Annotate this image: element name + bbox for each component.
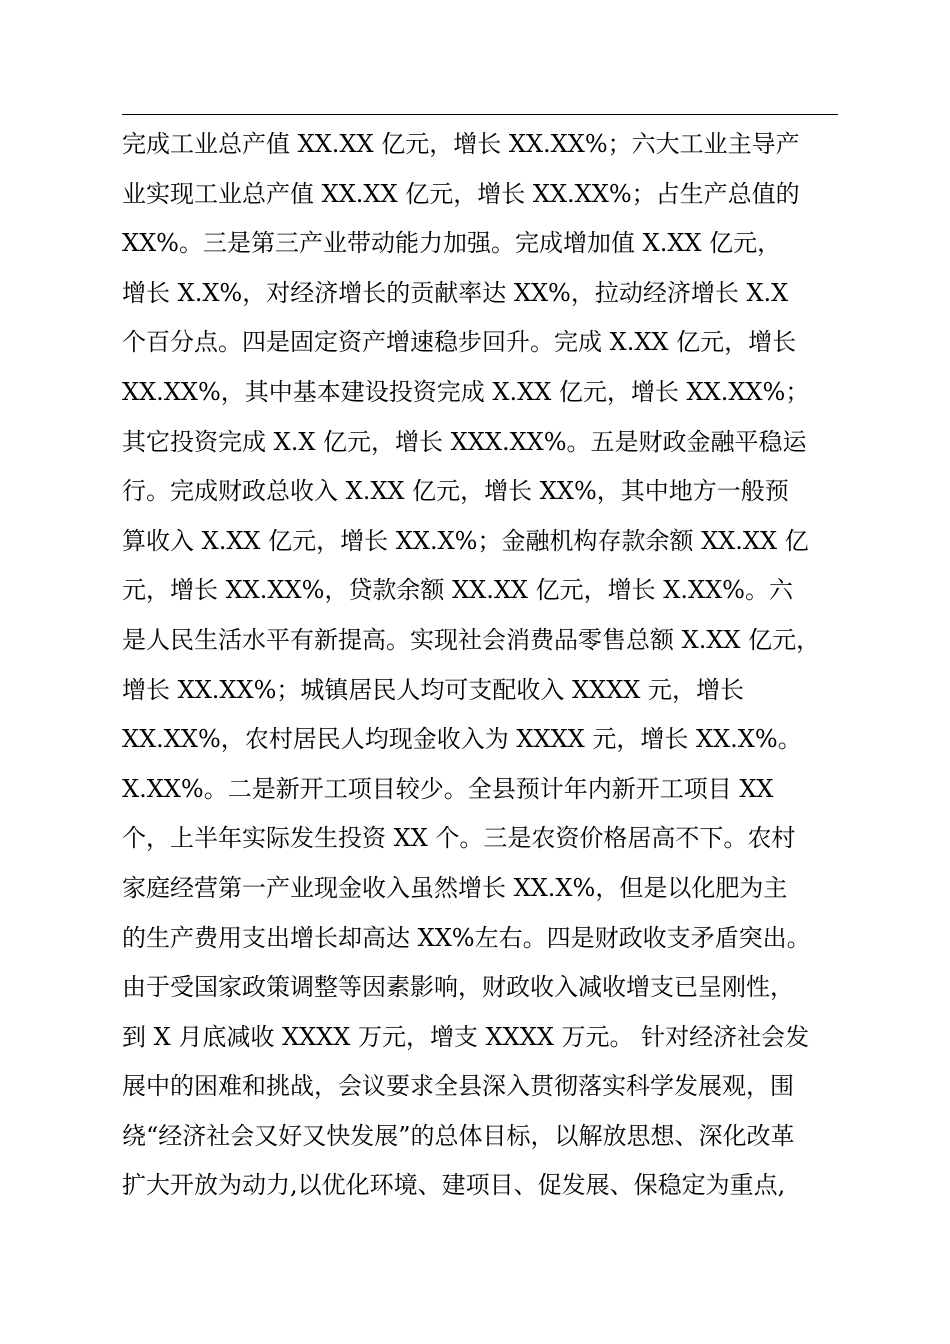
text-line: 算收入 X.XX 亿元，增长 XX.X%；金融机构存款余额 XX.XX 亿 [122,526,809,555]
text-line: X.XX%。二是新开工项目较少。全县预计年内新开工项目 XX [122,774,774,803]
header-rule [122,114,838,115]
text-line: 增长 XX.XX%；城镇居民人均可支配收入 XXXX 元，增长 [122,675,745,704]
text-line: 增长 X.X%，对经济增长的贡献率达 XX%，拉动经济增长 X.X [122,278,789,307]
text-line: 业实现工业总产值 XX.XX 亿元，增长 XX.XX%；占生产总值的 [122,179,800,208]
text-line: XX.XX%，其中基本建设投资完成 X.XX 亿元，增长 XX.XX%； [122,377,810,406]
body-text [122,120,852,1211]
text-line: 绕“经济社会又好又快发展”的总体目标，以解放思想、深化改革 [122,1121,795,1150]
text-line: 家庭经营第一产业现金收入虽然增长 XX.X%，但是以化肥为主 [122,873,788,902]
text-line: 完成工业总产值 XX.XX 亿元，增长 XX.XX%；六大工业主导产 [122,130,800,158]
text-line: 是人民生活水平有新提高。实现社会消费品零售总额 X.XX 亿元， [122,625,821,654]
text-line: 到 X 月底减收 XXXX 万元，增支 XXXX 万元。 针对经济社会发 [122,1022,810,1051]
text-line: 个百分点。四是固定资产增速稳步回升。完成 X.XX 亿元，增长 [122,328,797,357]
text-line: 元，增长 XX.XX%，贷款余额 XX.XX 亿元，增长 X.XX%。六 [122,576,793,605]
text-line: 由于受国家政策调整等因素影响，财政收入减收增支已呈刚性， [122,973,794,1002]
text-line: 行。完成财政总收入 X.XX 亿元，增长 XX%，其中地方一般预 [122,477,789,506]
text-line: 扩大开放为动力,以优化环境、建项目、促发展、保稳定为重点, [122,1171,786,1200]
text-line: 的生产费用支出增长却高达 XX%左右。四是财政收支矛盾突出。 [122,923,811,952]
text-line: 展中的困难和挑战，会议要求全县深入贯彻落实科学发展观，围 [122,1072,794,1101]
text-line: 其它投资完成 X.X 亿元，增长 XXX.XX%。五是财政金融平稳运 [122,427,807,456]
text-line: XX%。三是第三产业带动能力加强。完成增加值 X.XX 亿元， [122,229,782,258]
text-line: XX.XX%，农村居民人均现金收入为 XXXX 元，增长 XX.X%。 [122,725,802,754]
text-line: 个，上半年实际发生投资 XX 个。三是农资价格居高不下。农村 [122,824,796,853]
